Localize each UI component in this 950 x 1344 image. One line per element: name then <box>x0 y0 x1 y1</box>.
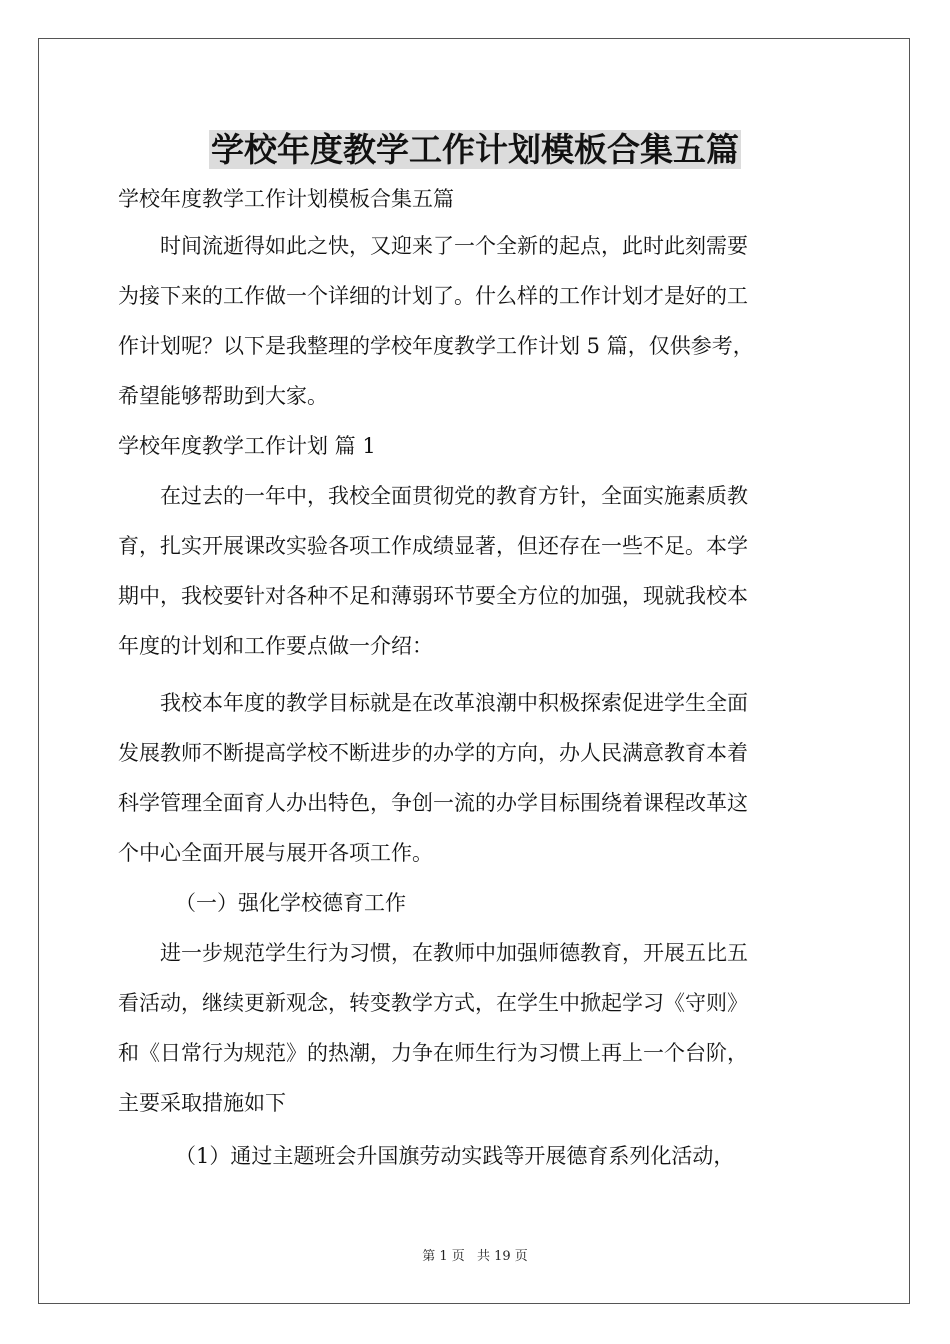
paragraph-3 <box>118 928 834 1128</box>
text-line: 和《日常行为规范》的热潮，力争在师生行为习惯上再上一个台阶， <box>118 1041 748 1065</box>
text-line: 时间流逝得如此之快，又迎来了一个全新的起点，此时此刻需要 <box>160 234 748 258</box>
text-line: 进一步规范学生行为习惯，在教师中加强师德教育，开展五比五 <box>160 941 748 965</box>
document-body <box>118 180 834 1181</box>
text-line: 年度的计划和工作要点做一介绍： <box>118 634 433 658</box>
subheading-block <box>118 878 834 928</box>
text-line: 作计划呢？以下是我整理的学校年度教学工作计划 5 篇，仅供参考， <box>118 334 754 358</box>
text-line: 科学管理全面育人办出特色，争创一流的办学目标围绕着课程改革这 <box>118 791 748 815</box>
text-line: 我校本年度的教学目标就是在改革浪潮中积极探索促进学生全面 <box>160 691 748 715</box>
text-line: 发展教师不断提高学校不断进步的办学的方向，办人民满意教育本着 <box>118 741 748 765</box>
text-line: 看活动，继续更新观念，转变教学方式，在学生中掀起学习《守则》 <box>118 991 748 1015</box>
document-subtitle: 学校年度教学工作计划模板合集五篇 <box>118 187 454 211</box>
subheading-moral-education: （一）强化学校德育工作 <box>175 891 406 915</box>
list-item <box>118 1131 834 1181</box>
paragraph-2 <box>118 678 834 878</box>
text-line: 为接下来的工作做一个详细的计划了。什么样的工作计划才是好的工 <box>118 284 748 308</box>
section-heading: 学校年度教学工作计划 篇 1 <box>118 434 376 458</box>
page-total: 共 19 页 <box>476 1249 528 1264</box>
text-line: 主要采取措施如下 <box>118 1091 286 1115</box>
intro-paragraph <box>118 221 834 421</box>
document-title: 学校年度教学工作计划模板合集五篇 <box>211 130 739 169</box>
text-line: 育，扎实开展课改实验各项工作成绩显著，但还存在一些不足。本学 <box>118 534 748 558</box>
paragraph-1 <box>118 471 834 671</box>
text-line: （1）通过主题班会升国旗劳动实践等开展德育系列化活动， <box>175 1144 735 1168</box>
text-line: 在过去的一年中，我校全面贯彻党的教育方针，全面实施素质教 <box>160 484 748 508</box>
page-footer <box>0 1245 950 1264</box>
text-line: 希望能够帮助到大家。 <box>118 384 328 408</box>
text-line: 期中，我校要针对各种不足和薄弱环节要全方位的加强，现就我校本 <box>118 584 748 608</box>
text-line: 个中心全面开展与展开各项工作。 <box>118 841 433 865</box>
page-number: 第 1 页 <box>422 1249 465 1264</box>
